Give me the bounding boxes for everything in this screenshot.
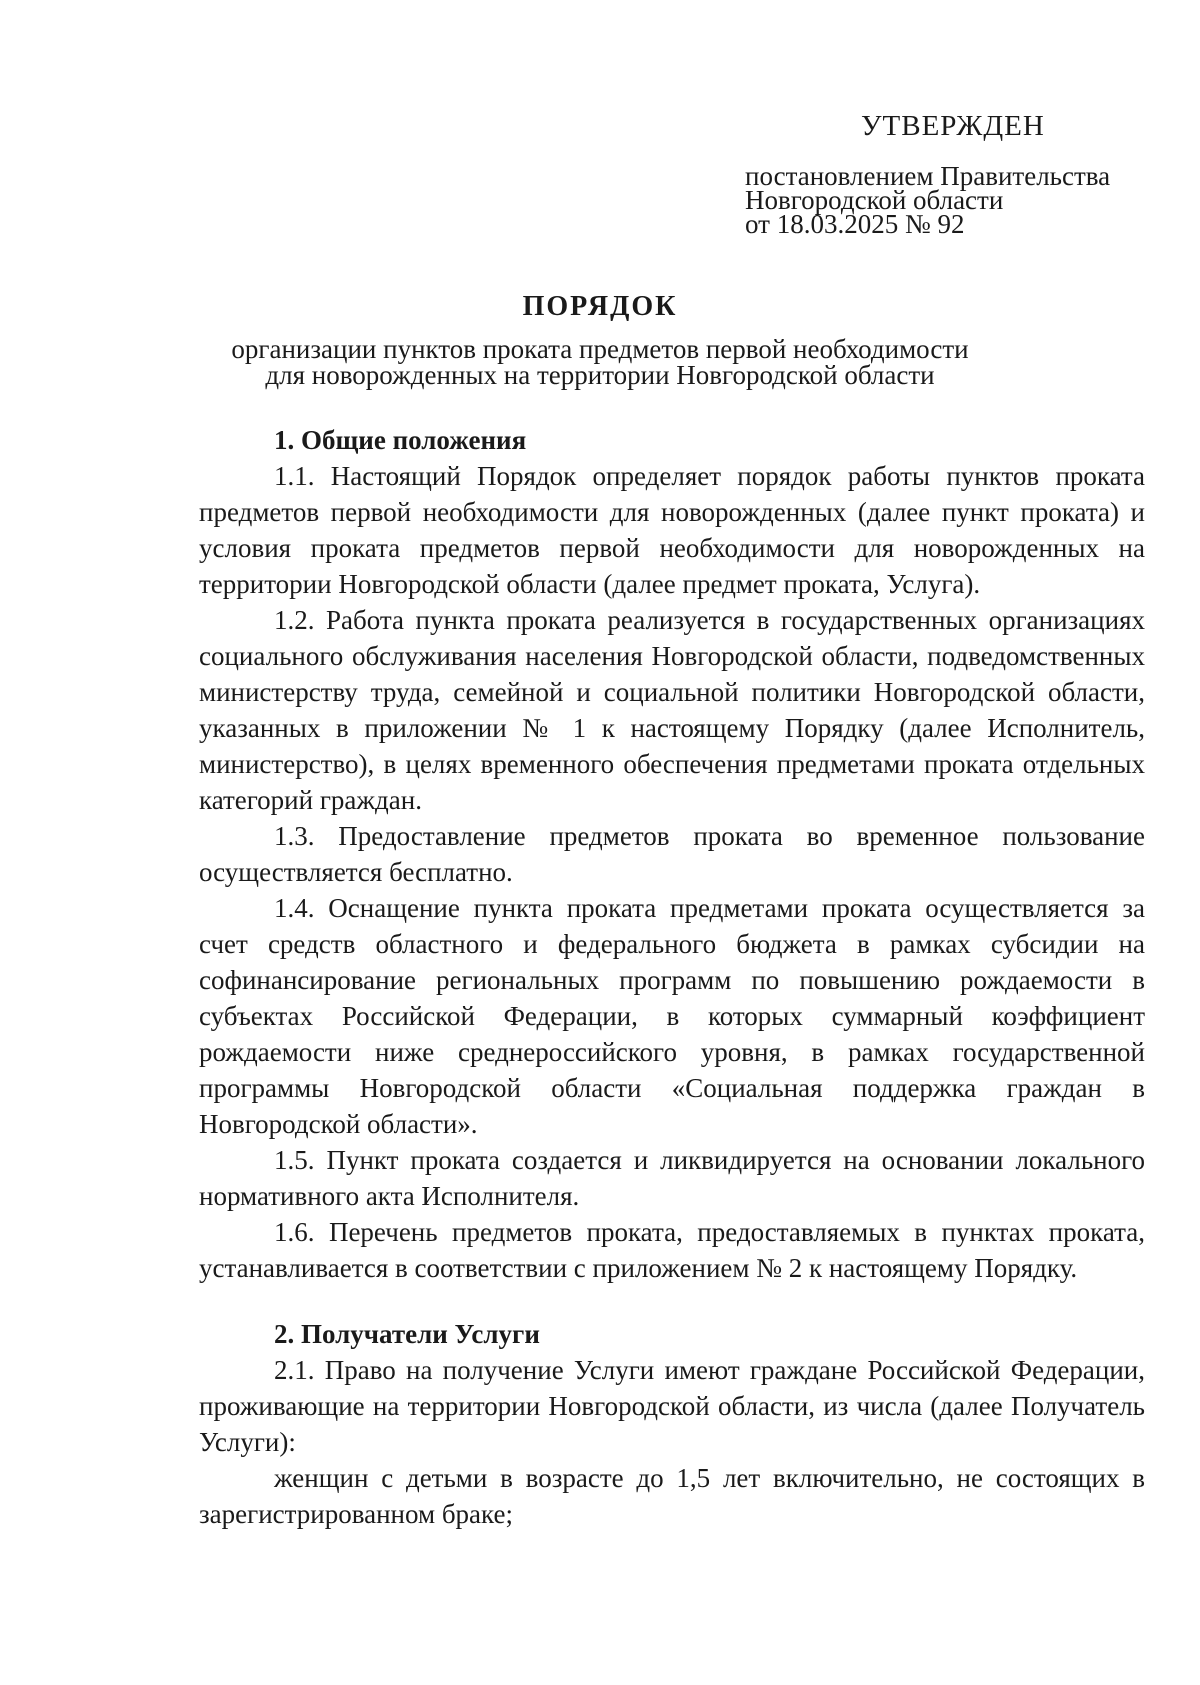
paragraph-1-2: 1.2. Работа пункта проката реализуется в государственных организациях социального обслуживания населения Новгородской области, подведомственных министерству труда, семейной и социальной политики Новгородской области, указанных в приложении № 1 к настоящему Порядку (далее Исполнитель, министерство), в целях временного обеспечения предметами проката отдельных категорий граждан. xyxy=(199,605,1145,815)
subtitle-line-1: организации пунктов проката предметов первой необходимости xyxy=(231,334,969,364)
paragraph-1-1: 1.1. Настоящий Порядок определяет порядок работы пунктов проката предметов первой необходимости для новорожденных (далее пункт проката) и условия проката предметов первой необходимости для новорожденных на территории Новгородской области (далее предмет проката, Услуга). xyxy=(199,461,1145,599)
approval-line-1: постановлением Правительства xyxy=(745,161,1111,191)
approval-block xyxy=(745,108,1165,239)
approval-title: УТВЕРЖДЕН xyxy=(861,110,1045,142)
paragraph-1-5: 1.5. Пункт проката создается и ликвидируется на основании локального нормативного акта Исполнителя. xyxy=(199,1145,1145,1211)
subtitle-line-2: для новорожденных на территории Новгородской области xyxy=(265,360,935,390)
document-title: ПОРЯДОК xyxy=(522,291,678,322)
section-heading-2: 2. Получатели Услуги xyxy=(274,1319,540,1349)
paragraph-1-3: 1.3. Предоставление предметов проката во временное пользование осуществляется бесплатно. xyxy=(199,821,1145,887)
document-subtitle xyxy=(0,336,1200,388)
paragraph-2-1-item: женщин с детьми в возрасте до 1,5 лет включительно, не состоящих в зарегистрированном браке; xyxy=(199,1463,1145,1529)
approval-line-3: от 18.03.2025 № 92 xyxy=(745,209,965,239)
paragraph-2-1: 2.1. Право на получение Услуги имеют граждане Российской Федерации, проживающие на территории Новгородской области, из числа (далее Получатель Услуги): xyxy=(199,1355,1145,1457)
paragraph-1-4: 1.4. Оснащение пункта проката предметами проката осуществляется за счет средств областного и федерального бюджета в рамках субсидии на софинансирование региональных программ по повышению рождаемости в субъектах Российской Федерации, в которых суммарный коэффициент рождаемости ниже среднероссийского уровня, в рамках государственной программы Новгородской области «Социальная поддержка граждан в Новгородской области». xyxy=(199,893,1145,1139)
document-body xyxy=(199,422,1145,1532)
approval-line-2: Новгородской области xyxy=(745,185,1004,215)
section-heading-1: 1. Общие положения xyxy=(274,425,527,455)
paragraph-1-6: 1.6. Перечень предметов проката, предоставляемых в пунктах проката, устанавливается в соответствии с приложением № 2 к настоящему Порядку. xyxy=(199,1217,1145,1283)
